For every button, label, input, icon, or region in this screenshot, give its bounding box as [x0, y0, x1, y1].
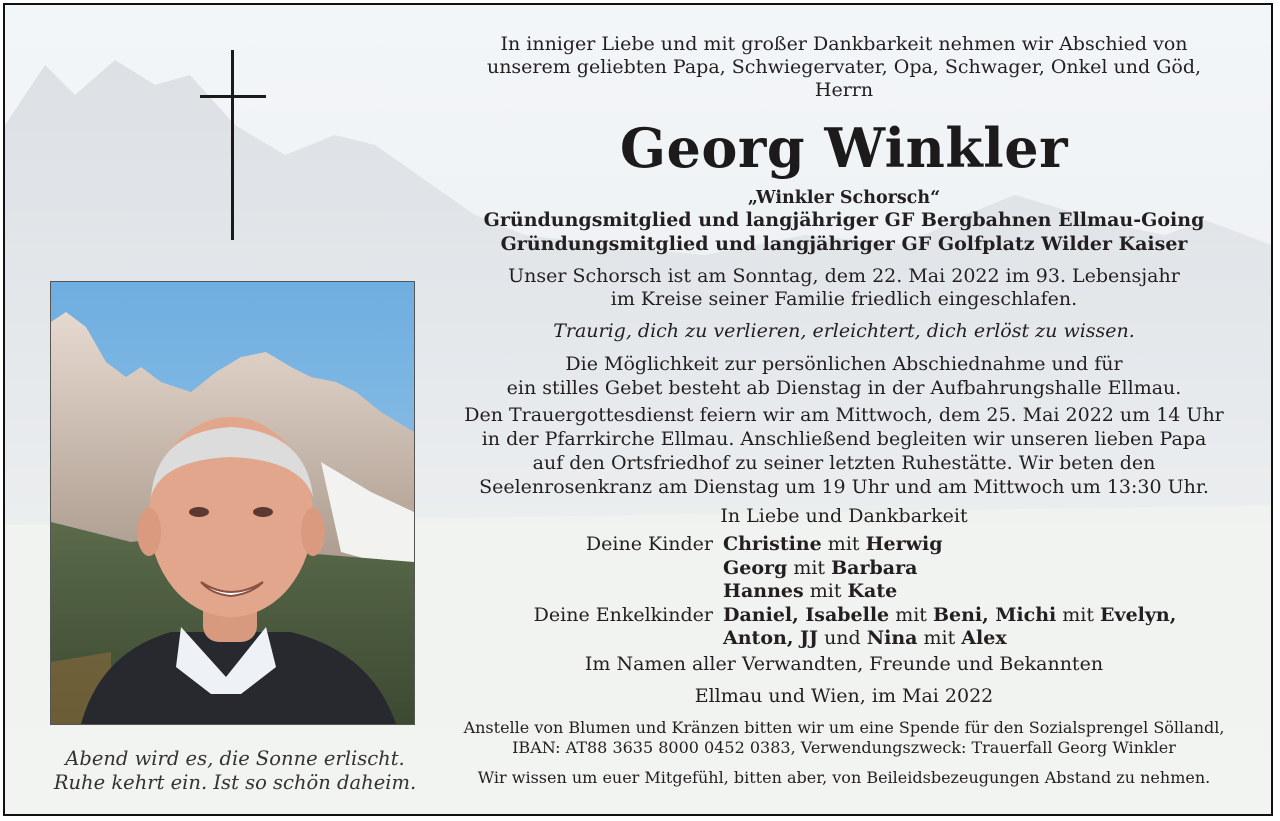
- viewing-line: ein stilles Gebet besteht ab Dienstag in der Aufbahrungshalle Ellmau.: [506, 376, 1182, 399]
- donation-line: IBAN: AT88 3635 8000 0452 0383, Verwendungszweck: Trauerfall Georg Winkler: [512, 738, 1176, 757]
- grandchild-entry: Anton, JJ und Nina mit Alex: [723, 627, 1007, 649]
- family-row: [440, 604, 1248, 628]
- role-line: Gründungsmitglied und langjähriger GF Golfplatz Wilder Kaiser: [500, 233, 1188, 255]
- grandchild-entry: Daniel, Isabelle mit Beni, Michi mit Evelyn,: [723, 603, 1177, 626]
- roles: [440, 208, 1248, 256]
- family-row: [440, 580, 1248, 604]
- child-entry: Christine mit Herwig: [723, 533, 943, 555]
- greeting: In Liebe und Dankbarkeit: [720, 505, 968, 527]
- child-entry: Hannes mit Kate: [723, 580, 898, 602]
- grandchildren-label: Deine Enkelkinder: [533, 603, 713, 626]
- family-list: [440, 533, 1248, 651]
- final-note: Wir wissen um euer Mitgefühl, bitten aber, von Beileidsbezeugungen Abstand zu nehmen.: [477, 768, 1211, 787]
- viewing-info: [440, 353, 1248, 400]
- motto: Traurig, dich zu verlieren, erleichtert, dich erlöst zu wissen.: [553, 320, 1135, 342]
- service-line: in der Pfarrkirche Ellmau. Anschließend begleiten wir unseren lieben Papa: [481, 428, 1207, 450]
- service-info: [440, 403, 1248, 499]
- place-date: Ellmau und Wien, im Mai 2022: [694, 685, 994, 707]
- verse-line: Abend wird es, die Sonne erlischt.: [65, 747, 405, 770]
- cross-icon: [200, 50, 266, 240]
- memorial-verse: [25, 747, 445, 795]
- death-line: im Kreise seiner Familie friedlich eingeschlafen.: [610, 288, 1078, 310]
- service-line: Den Trauergottesdienst feiern wir am Mittwoch, dem 25. Mai 2022 um 14 Uhr: [464, 404, 1224, 426]
- service-line: Seelenrosenkranz am Dienstag um 19 Uhr und am Mittwoch um 13:30 Uhr.: [479, 476, 1209, 498]
- intro-text: [440, 33, 1248, 102]
- viewing-line: Die Möglichkeit zur persönlichen Abschiednahme und für: [565, 353, 1123, 375]
- children-label: Deine Kinder: [585, 533, 713, 555]
- intro-line: Herrn: [814, 79, 874, 101]
- donation-line: Anstelle von Blumen und Kränzen bitten wir um eine Spende für den Sozialsprengel Söllandl,: [463, 718, 1225, 737]
- service-line: auf den Ortsfriedhof zu seiner letzten Ruhestätte. Wir beten den: [532, 452, 1156, 474]
- intro-line: unserem geliebten Papa, Schwiegervater, Opa, Schwager, Onkel und Göd,: [486, 56, 1202, 78]
- family-row: [440, 627, 1248, 651]
- portrait-photo: [50, 281, 415, 725]
- verse-line: Ruhe kehrt ein. Ist so schön daheim.: [53, 771, 417, 794]
- nickname: „Winkler Schorsch“: [747, 188, 941, 208]
- family-row: [440, 557, 1248, 581]
- family-row: [440, 533, 1248, 557]
- role-line: Gründungsmitglied und langjähriger GF Bergbahnen Ellmau-Going: [483, 209, 1205, 231]
- deceased-name: Georg Winkler: [619, 116, 1069, 180]
- closing-line: Im Namen aller Verwandten, Freunde und Bekannten: [584, 653, 1104, 675]
- death-line: Unser Schorsch ist am Sonntag, dem 22. Mai 2022 im 93. Lebensjahr: [508, 265, 1180, 287]
- intro-line: In inniger Liebe und mit großer Dankbarkeit nehmen wir Abschied von: [500, 33, 1188, 55]
- child-entry: Georg mit Barbara: [723, 556, 918, 579]
- donation-info: [440, 718, 1248, 758]
- death-notice: [440, 265, 1248, 311]
